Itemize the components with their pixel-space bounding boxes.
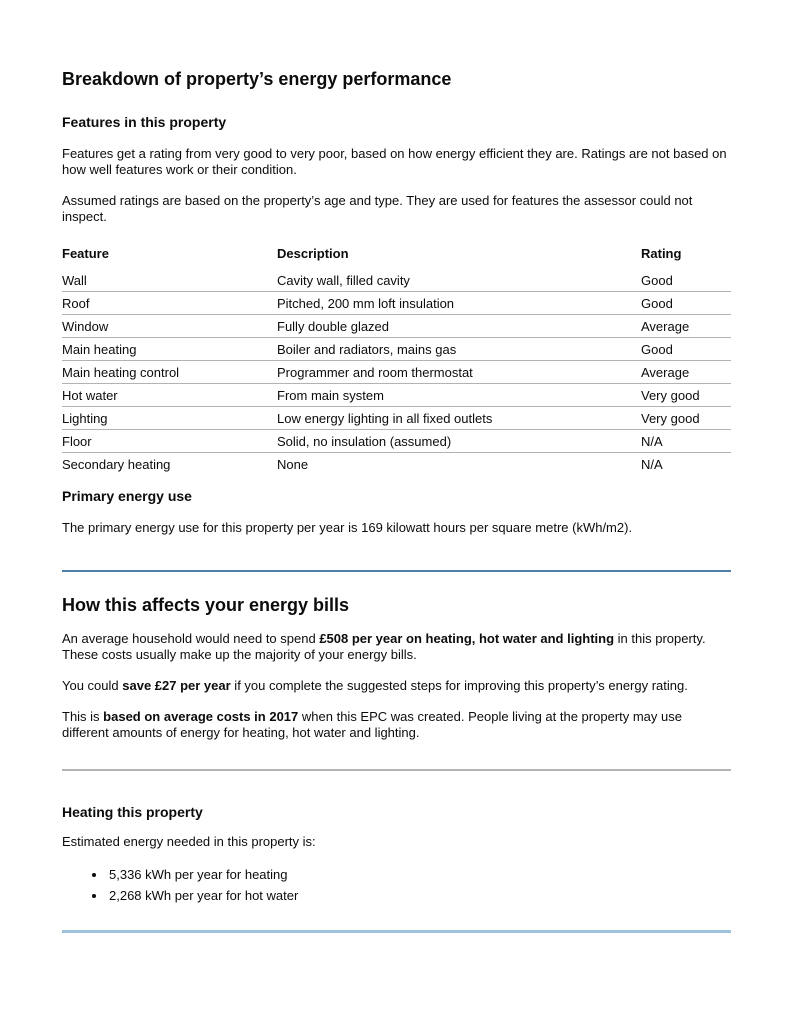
column-header-feature: Feature: [62, 246, 109, 261]
section-divider-blue: [62, 570, 731, 572]
primary-energy-heading: Primary energy use: [62, 488, 192, 504]
cell-rating: N/A: [641, 430, 731, 453]
energy-needed-list: [62, 867, 731, 904]
bills-paragraph-1-pre: An average household would need to spend: [62, 631, 320, 646]
table-row-window: [62, 315, 731, 338]
cell-rating: Good: [641, 338, 731, 361]
cell-feature: Lighting: [62, 407, 277, 430]
bills-paragraph-3: [62, 709, 731, 741]
cell-feature: Wall: [62, 269, 277, 292]
table-row-hot-water: [62, 384, 731, 407]
bills-section-heading: How this affects your energy bills: [62, 595, 350, 615]
features-paragraph-2: Assumed ratings are based on the property’s age and type. They are used for features the assessor could not inspect.: [62, 193, 693, 224]
features-paragraph-1: Features get a rating from very good to very poor, based on how energy efficient they are. Ratings are not based on how well features work or their condition.: [62, 146, 727, 177]
features-table: [62, 246, 731, 475]
cell-feature: Main heating: [62, 338, 277, 361]
table-row-wall: [62, 269, 731, 292]
features-section-heading: Features in this property: [62, 114, 227, 130]
cell-description: Solid, no insulation (assumed): [277, 430, 641, 453]
cell-rating: Average: [641, 315, 731, 338]
cell-rating: Very good: [641, 407, 731, 430]
bills-paragraph-1-bold: £508 per year on heating, hot water and lighting: [319, 631, 615, 646]
cell-rating: Good: [641, 269, 731, 292]
section-divider-lightblue: [62, 930, 731, 933]
bills-paragraph-3-bold: based on average costs in 2017: [103, 709, 299, 724]
column-header-rating: Rating: [641, 246, 682, 261]
table-row-lighting: [62, 407, 731, 430]
cell-description: None: [277, 457, 309, 472]
cell-description: Boiler and radiators, mains gas: [277, 338, 641, 361]
bills-paragraph-2-pre: You could: [62, 678, 123, 693]
cell-description: Fully double glazed: [277, 315, 641, 338]
bills-paragraph-2-post: if you complete the suggested steps for improving this property’s energy rating.: [230, 678, 688, 693]
cell-description: Programmer and room thermostat: [277, 361, 641, 384]
cell-rating: N/A: [641, 457, 663, 472]
cell-description: From main system: [277, 384, 641, 407]
cell-rating: Good: [641, 292, 731, 315]
bills-paragraph-1-post: in this property. These costs usually make up the majority of your energy bills.: [62, 631, 706, 662]
bills-paragraph-2: [62, 678, 731, 694]
page-title: Breakdown of property’s energy performance: [62, 69, 452, 89]
cell-feature: Floor: [62, 430, 277, 453]
heating-intro-text: Estimated energy needed in this property is:: [62, 834, 316, 849]
bills-paragraph-3-pre: This is: [62, 709, 104, 724]
table-row-floor: [62, 430, 731, 453]
cell-feature: Secondary heating: [62, 457, 171, 472]
cell-rating: Very good: [641, 384, 731, 407]
cell-feature: Hot water: [62, 384, 277, 407]
page-content: [62, 0, 731, 933]
primary-energy-text: The primary energy use for this property per year is 169 kilowatt hours per square metre (kWh/m2).: [62, 520, 633, 535]
cell-feature: Window: [62, 315, 277, 338]
cell-feature: Main heating control: [62, 361, 277, 384]
table-row-main-heating-control: [62, 361, 731, 384]
heating-section-heading: Heating this property: [62, 804, 203, 820]
cell-description: Pitched, 200 mm loft insulation: [277, 292, 641, 315]
bills-paragraph-1: [62, 631, 731, 663]
column-header-description: Description: [277, 246, 349, 261]
bills-paragraph-3-post: when this EPC was created. People living at the property may use different amounts of energy for heating, hot water and lighting.: [62, 709, 682, 740]
list-item-heating-energy: • 5,336 kWh per year for heating: [107, 867, 731, 883]
table-row-main-heating: [62, 338, 731, 361]
bills-paragraph-2-bold: save £27 per year: [122, 678, 231, 693]
features-table-header-row: [62, 246, 731, 269]
table-row-secondary-heating: [62, 453, 731, 476]
cell-description: Low energy lighting in all fixed outlets: [277, 407, 641, 430]
cell-rating: Average: [641, 361, 731, 384]
table-row-roof: [62, 292, 731, 315]
cell-description: Cavity wall, filled cavity: [277, 269, 641, 292]
section-divider-gray: [62, 769, 731, 771]
cell-feature: Roof: [62, 292, 277, 315]
list-item-hot-water-energy: • 2,268 kWh per year for hot water: [107, 888, 731, 904]
